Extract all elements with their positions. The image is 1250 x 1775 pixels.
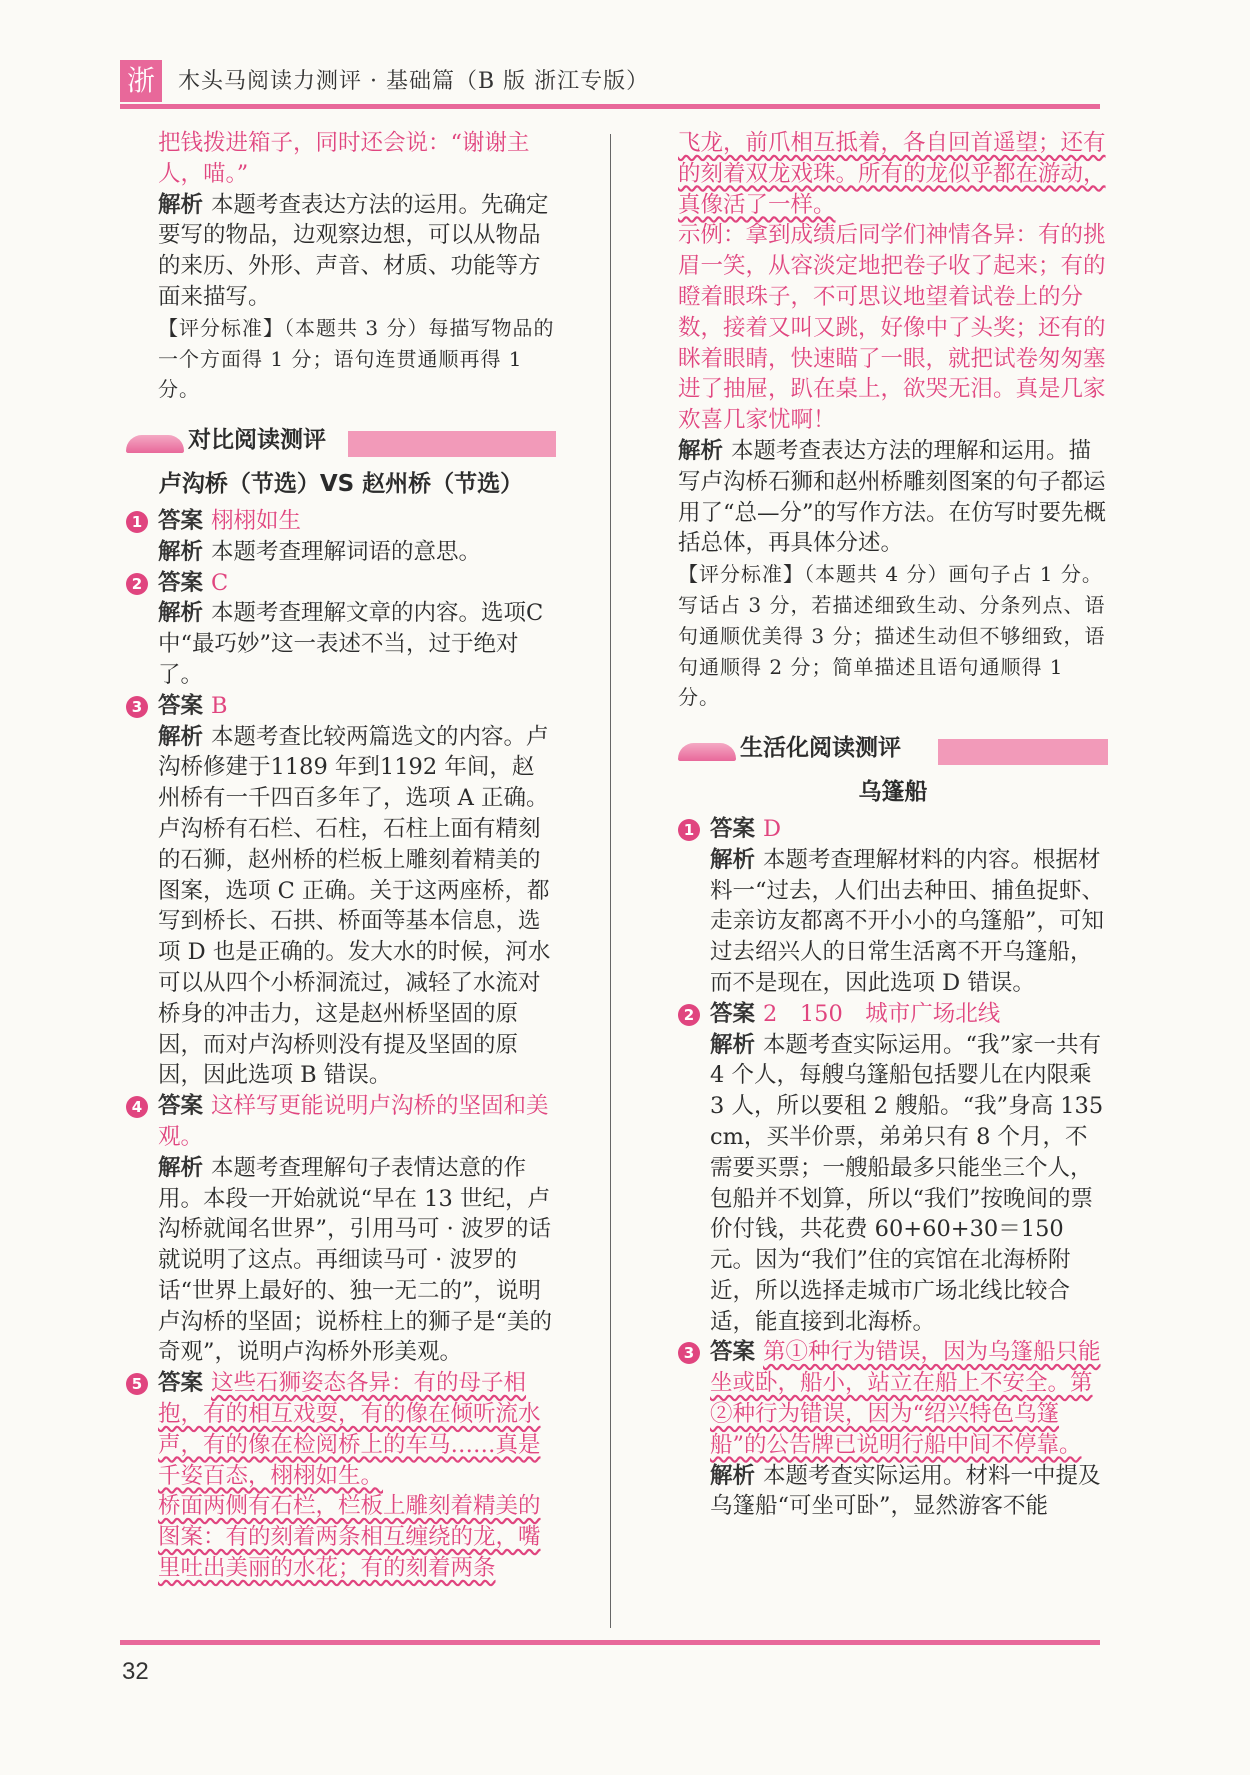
- analysis-text: 本题考查表达方法的运用。先确定要写的物品，边观察边想，可以从物品的来历、外形、声音、材质、功能等方面来描写。: [158, 191, 549, 310]
- section-icon: [678, 743, 736, 761]
- answer-label: 答案: [158, 1093, 204, 1120]
- question-5: [126, 1368, 556, 1584]
- analysis-text: 本题考查实际运用。“我”家一共有 4 个人，每艘乌篷船包括婴儿在内限乘 3 人，所以要租 2 艘船。“我”身高 135 cm，买半价票，弟弟只有 8 个月，不需要买票；一艘船最多只能坐三个人，包船并不划算，所以“我们”按晚间的票价付钱，共花费 60+60+30＝150 元。因为“我们”住的宾馆在北海桥附近，所以选择走城市广场北线比较合适，能直接到北海桥。: [710, 1031, 1104, 1335]
- article-title: 卢沟桥（节选）VS 赵州桥（节选）: [158, 471, 524, 498]
- answer-label: 答案: [158, 692, 204, 719]
- article-title: 乌篷船: [858, 779, 928, 806]
- section-header: [678, 733, 1108, 767]
- analysis-label: 解析: [158, 538, 204, 565]
- province-badge: 浙: [120, 60, 162, 102]
- answer-label: 答案: [710, 815, 756, 842]
- section-bar: [938, 739, 1108, 765]
- answer-label: 答案: [158, 569, 204, 596]
- analysis-label: 解析: [710, 1462, 756, 1489]
- question-3: [678, 1337, 1108, 1522]
- question-1: [678, 814, 1108, 999]
- section-icon: [126, 435, 184, 453]
- answer-label: 答案: [710, 1000, 756, 1027]
- continued-analysis: [678, 436, 1108, 559]
- question-2: [126, 568, 556, 691]
- answer-label: 答案: [158, 1370, 204, 1397]
- question-number: 2: [126, 573, 148, 595]
- page-header: [120, 58, 1100, 106]
- question-4: [126, 1091, 556, 1368]
- intro-block: [126, 128, 556, 405]
- question-number: 4: [126, 1096, 148, 1118]
- analysis-text: 本题考查实际运用。材料一中提及乌篷船“可坐可卧”，显然游客不能: [710, 1462, 1101, 1520]
- analysis-text: 本题考查理解句子表情达意的作用。本段一开始就说“早在 13 世纪，卢沟桥就闻名世界”，引用马可 · 波罗的话就说明了这点。再细读马可 · 波罗的话“世界上最好的、独一无二的”，说明卢沟桥的坚固；说桥柱上的狮子是“美的奇观”，说明卢沟桥外形美观。: [158, 1154, 553, 1366]
- answer-label: 答案: [710, 1339, 756, 1366]
- continued-score: 【评分标准】（本题共 4 分）画句子占 1 分。写话占 3 分，若描述细致生动、分条列点、语句通顺优美得 3 分；描述生动但不够细致，语句通顺得 2 分；简单描述且语句通顺得 1 分。: [678, 562, 1106, 710]
- analysis-label: 解析: [678, 437, 724, 464]
- question-3: [126, 691, 556, 1091]
- section-bar: [348, 431, 556, 457]
- right-column: [678, 128, 1108, 1522]
- question-1: [126, 506, 556, 568]
- analysis-label: 解析: [158, 1154, 204, 1181]
- question-number: 3: [126, 696, 148, 718]
- question-number: 1: [126, 511, 148, 533]
- answer-text: B: [211, 692, 228, 719]
- answer-label: 答案: [158, 507, 204, 534]
- analysis-label: 解析: [710, 1031, 756, 1058]
- continued-answer: 飞龙，前爪相互抵着，各自回首遥望；还有的刻着双龙戏珠。所有的龙似乎都在游动，真像活了一样。: [678, 130, 1106, 218]
- analysis-label: 解析: [158, 191, 204, 218]
- question-number: 2: [678, 1004, 700, 1026]
- question-number: 3: [678, 1342, 700, 1364]
- section-title: 生活化阅读测评: [740, 735, 901, 762]
- footer-rule: [120, 1640, 1100, 1645]
- answer-text: 2 150 城市广场北线: [763, 1000, 1001, 1027]
- answer-text: 栩栩如生: [211, 507, 302, 534]
- analysis-text: 本题考查理解文章的内容。选项C 中“最巧妙”这一表述不当，过于绝对了。: [158, 600, 544, 688]
- analysis-label: 解析: [158, 723, 204, 750]
- answer-text: 这样写更能说明卢沟桥的坚固和美观。: [158, 1093, 549, 1150]
- intro-analysis: [158, 190, 556, 313]
- answer-text-continued: 桥面两侧有石栏，栏板上雕刻着精美的图案：有的刻着两条相互缠绕的龙，嘴里吐出美丽的水花；有的刻着两条: [158, 1493, 541, 1582]
- answer-text: D: [763, 815, 782, 842]
- question-2: [678, 999, 1108, 1338]
- section-header: [126, 425, 556, 459]
- intro-answer: 把钱拨进箱子，同时还会说：“谢谢主人，喵。”: [158, 130, 530, 187]
- intro-score: 【评分标准】（本题共 3 分）每描写物品的一个方面得 1 分；语句连贯通顺再得 1 分。: [158, 315, 555, 402]
- example-answer: 示例：拿到成绩后同学们神情各异：有的挑眉一笑，从容淡定地把卷子收了起来；有的瞪着眼珠子，不可思议地望着试卷上的分数，接着又叫又跳，好像中了头奖；还有的眯着眼睛，快速瞄了一眼，就把试卷匆匆塞进了抽屉，趴在桌上，欲哭无泪。真是几家欢喜几家忧啊！: [678, 222, 1106, 434]
- column-divider: [610, 134, 611, 1628]
- analysis-label: 解析: [710, 846, 756, 873]
- answer-text: C: [211, 569, 229, 596]
- header-rule: [120, 104, 1100, 109]
- section-title: 对比阅读测评: [188, 427, 326, 454]
- answer-text: 第①种行为错误，因为乌篷船只能坐或卧，船小，站立在船上不安全。第②种行为错误，因为“绍兴特色乌篷船”的公告牌已说明行船中间不停靠。: [710, 1339, 1101, 1458]
- analysis-text: 本题考查比较两篇选文的内容。卢沟桥修建于1189 年到1192 年间，赵州桥有一千四百多年了，选项 A 正确。卢沟桥有石栏、石柱，石柱上面有精刻的石狮，赵州桥的栏板上雕刻着精美的图案，选项 C 正确。关于这两座桥，都写到桥长、石拱、桥面等基本信息，选项 D 也是正确的。发大水的时候，河水可以从四个小桥洞流过，减轻了水流对桥身的冲击力，这是赵州桥坚固的原因，而对卢沟桥则没有提及坚固的原因，因此选项 B 错误。: [158, 723, 551, 1089]
- page-number: 32: [122, 1658, 149, 1685]
- left-column: [126, 128, 556, 1584]
- question-number: 5: [126, 1373, 148, 1395]
- question-number: 1: [678, 819, 700, 841]
- answer-text: 这些石狮姿态各异：有的母子相抱，有的相互戏耍，有的像在倾听流水声，有的像在检阅桥上的车马……真是千姿百态，栩栩如生。: [158, 1370, 541, 1489]
- analysis-label: 解析: [158, 600, 204, 627]
- analysis-text: 本题考查理解词语的意思。: [211, 538, 482, 565]
- book-title: 木头马阅读力测评 · 基础篇（B 版 浙江专版）: [178, 69, 650, 94]
- analysis-text: 本题考查理解材料的内容。根据材料一“过去，人们出去种田、捕鱼捉虾、走亲访友都离不开小小的乌篷船”，可知过去绍兴人的日常生活离不开乌篷船，而不是现在，因此选项 D 错误。: [710, 846, 1105, 996]
- analysis-text: 本题考查表达方法的理解和运用。描写卢沟桥石狮和赵州桥雕刻图案的句子都运用了“总—分”的写作方法。在仿写时要先概括总体，再具体分述。: [678, 437, 1107, 557]
